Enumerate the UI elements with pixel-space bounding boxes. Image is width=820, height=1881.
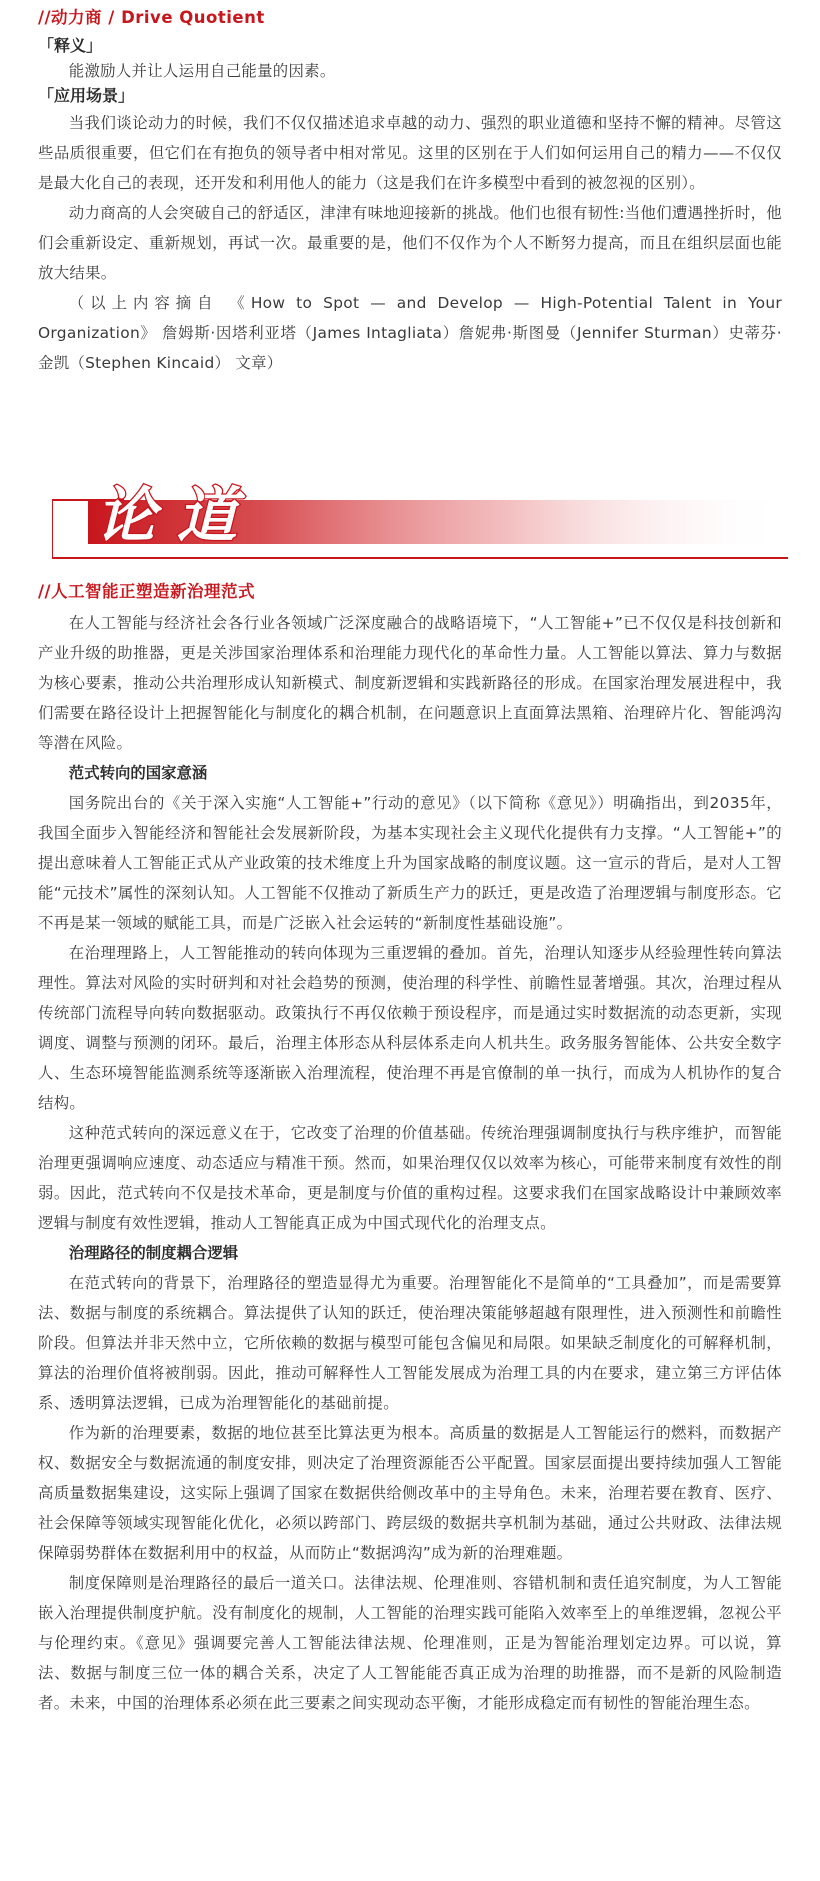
article-paragraph: 制度保障则是治理路径的最后一道关口。法律法规、伦理准则、容错机制和责任追究制度，为人工智能嵌入治理提供制度护航。没有制度化的规制，人工智能的治理实践可能陷入效率至上的单维逻辑，忽视公平与伦理约束。《意见》强调要完善人工智能法律法规、伦理准则，正是为智能治理划定边界。可以说，算法、数据与制度三位一体的耦合关系，决定了人工智能能否真正成为治理的助推器，而不是新的风险制造者。未来，中国的治理体系必须在此三要素之间实现动态平衡，才能形成稳定而有韧性的智能治理生态。 bbox=[38, 1574, 782, 1712]
article-paragraph: 作为新的治理要素，数据的地位甚至比算法更为根本。高质量的数据是人工智能运行的燃料，而数据产权、数据安全与数据流通的制度安排，则决定了治理资源能否公平配置。国家层面提出要持续加强人工智能高质量数据集建设，这实际上强调了国家在数据供给侧改革中的主导角色。未来，治理若要在教育、医疗、社会保障等领域实现智能化优化，必须以跨部门、跨层级的数据共享机制为基础，通过公共财政、法律法规保障弱势群体在数据利用中的权益，从而防止“数据鸿沟”成为新的治理难题。 bbox=[38, 1424, 782, 1562]
scenario-paragraph: 当我们谈论动力的时候，我们不仅仅描述追求卓越的动力、强烈的职业道德和坚持不懈的精神。尽管这些品质很重要，但它们在有抱负的领导者中相对常见。这里的区别在于人们如何运用自己的精力——不仅仅是最大化自己的表现，还开发和利用他人的能力（这是我们在许多模型中看到的被忽视的区别）。 bbox=[38, 114, 782, 192]
article-paragraph: 在范式转向的背景下，治理路径的塑造显得尤为重要。治理智能化不是简单的“工具叠加”，而是需要算法、数据与制度的系统耦合。算法提供了认知的跃迁，使治理决策能够超越有限理性，进入预测性和前瞻性阶段。但算法并非天然中立，它所依赖的数据与模型可能包含偏见和局限。如果缺乏制度化的可解释机制，算法的治理价值将被削弱。因此，推动可解释性人工智能发展成为治理工具的内在要求，建立第三方评估体系、透明算法逻辑，已成为治理智能化的基础前提。 bbox=[38, 1274, 782, 1412]
banner-title: 论 道 bbox=[96, 481, 237, 551]
banner-graphic bbox=[52, 456, 788, 560]
intro-section bbox=[38, 6, 782, 378]
article-heading: //人工智能正塑造新治理范式 bbox=[38, 582, 256, 601]
definition-label: 「释义」 bbox=[38, 36, 103, 55]
section-title: 治理路径的制度耦合逻辑 bbox=[68, 1244, 239, 1262]
intro-heading: //动力商 / Drive Quotient bbox=[38, 8, 265, 27]
scenario-paragraph: 动力商高的人会突破自己的舒适区，津津有味地迎接新的挑战。他们也很有韧性:当他们遭遇挫折时，他们会重新设定、重新规划，再试一次。最重要的是，他们不仅作为个人不断努力提高，而且在组织层面也能放大结果。 bbox=[38, 204, 782, 282]
article-paragraph: 国务院出台的《关于深入实施“人工智能+”行动的意见》（以下简称《意见》）明确指出，到2035年，我国全面步入智能经济和智能社会发展新阶段，为基本实现社会主义现代化提供有力支撑。“人工智能+”的提出意味着人工智能正式从产业政策的技术维度上升为国家战略的制度议题。这一宣示的背后，是对人工智能“元技术”属性的深刻认知。人工智能不仅推动了新质生产力的跃迁，更是改造了治理逻辑与制度形态。它不再是某一领域的赋能工具，而是广泛嵌入社会运转的“新制度性基础设施”。 bbox=[38, 794, 782, 932]
scenario-label: 「应用场景」 bbox=[38, 86, 135, 105]
definition-text: 能激励人并让人运用自己能量的因素。 bbox=[68, 62, 336, 80]
article-section bbox=[38, 580, 782, 1718]
lundao-banner bbox=[52, 456, 788, 560]
article-paragraph: 在治理理路上，人工智能推动的转向体现为三重逻辑的叠加。首先，治理认知逐步从经验理性转向算法理性。算法对风险的实时研判和对社会趋势的预测，使治理的科学性、前瞻性显著增强。其次，治理过程从传统部门流程导向转向数据驱动。政策执行不再仅依赖于预设程序，而是通过实时数据流的动态更新，实现调度、调整与预测的闭环。最后，治理主体形态从科层体系走向人机共生。政务服务智能体、公共安全数字人、生态环境智能监测系统等逐渐嵌入治理流程，使治理不再是官僚制的单一执行，而成为人机协作的复合结构。 bbox=[38, 944, 782, 1112]
article-intro: 在人工智能与经济社会各行业各领域广泛深度融合的战略语境下，“人工智能+”已不仅仅是科技创新和产业升级的助推器，更是关涉国家治理体系和治理能力现代化的革命性力量。人工智能以算法、算力与数据为核心要素，推动公共治理形成认知新模式、制度新逻辑和实践新路径的形成。在国家治理发展进程中，我们需要在路径设计上把握智能化与制度化的耦合机制，在问题意识上直面算法黑箱、治理碎片化、智能鸿沟等潜在风险。 bbox=[38, 614, 782, 752]
section-title: 范式转向的国家意涵 bbox=[68, 764, 208, 782]
source-citation: （以上内容摘自 《How to Spot — and Develop — High-Potential Talent in Your Organization》 詹姆斯·因塔利亚塔（James Intagliata）詹妮弗·斯图曼（Jennifer Sturman）史蒂芬·金凯（Stephen Kincaid） 文章） bbox=[38, 294, 782, 372]
article-paragraph: 这种范式转向的深远意义在于，它改变了治理的价值基础。传统治理强调制度执行与秩序维护，而智能治理更强调响应速度、动态适应与精准干预。然而，如果治理仅仅以效率为核心，可能带来制度有效性的削弱。因此，范式转向不仅是技术革命，更是制度与价值的重构过程。这要求我们在国家战略设计中兼顾效率逻辑与制度有效性逻辑，推动人工智能真正成为中国式现代化的治理支点。 bbox=[38, 1124, 782, 1232]
